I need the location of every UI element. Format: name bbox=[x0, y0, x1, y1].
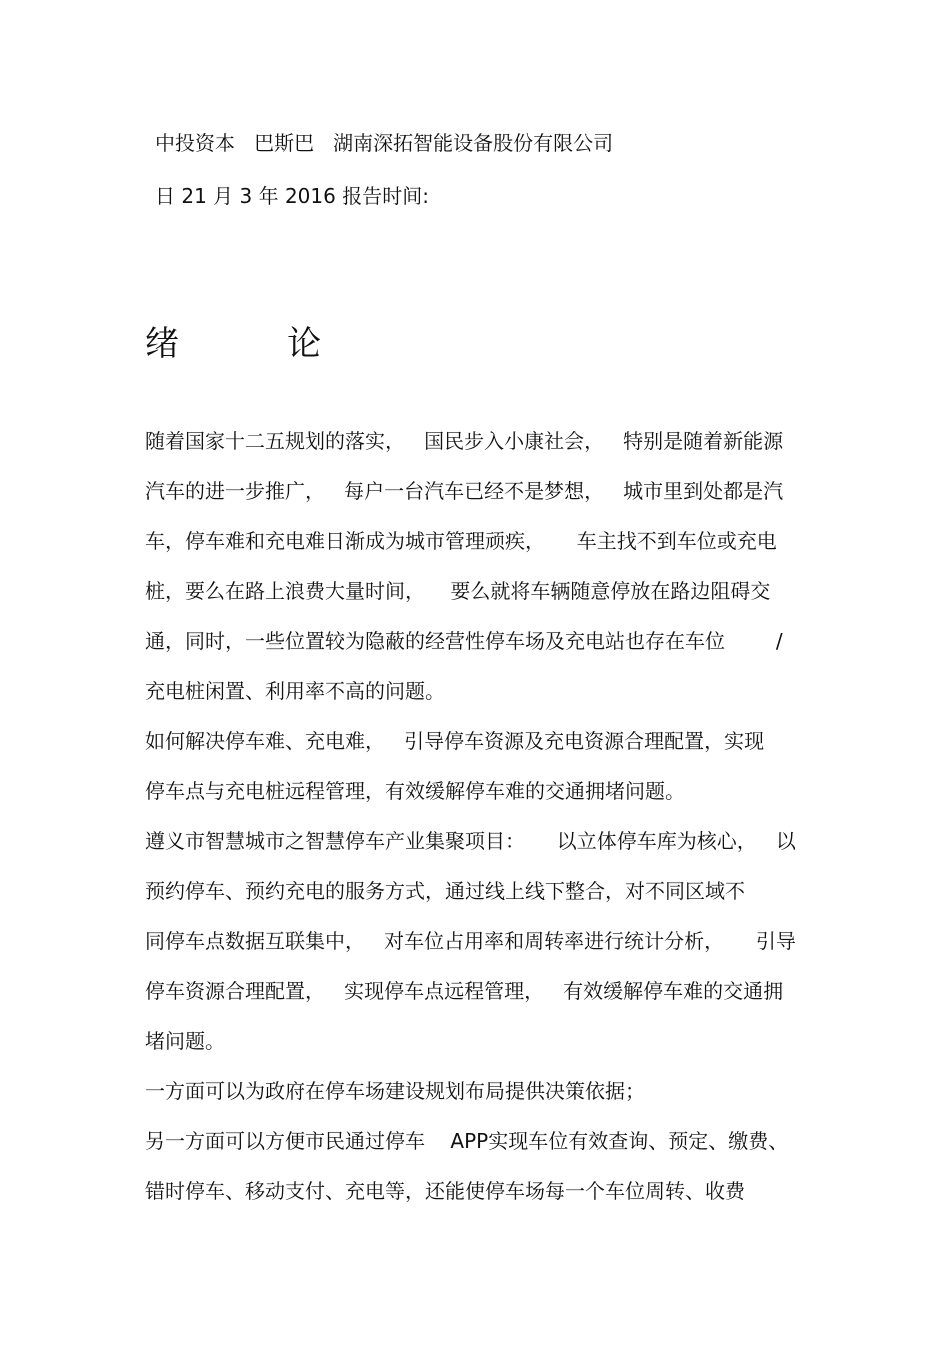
body-line: 同停车点数据互联集中， 对车位占用率和周转率进行统计分析， 引导 bbox=[145, 929, 796, 953]
body-line: 错时停车、移动支付、充电等，还能使停车场每一个车位周转、收费 bbox=[145, 1179, 745, 1203]
body-line: 如何解决停车难、充电难， 引导停车资源及充电资源合理配置，实现 bbox=[145, 729, 765, 753]
body-line: 停车点与充电桩远程管理，有效缓解停车难的交通拥堵问题。 bbox=[145, 779, 685, 803]
section-title: 绪 论 bbox=[145, 324, 322, 364]
body-line: 充电桩闲置、利用率不高的问题。 bbox=[145, 679, 445, 703]
body-line: 预约停车、预约充电的服务方式，通过线上线下整合，对不同区域不 bbox=[145, 879, 745, 903]
body-line: 另一方面可以方便市民通过停车 APP实现车位有效查询、预定、缴费、 bbox=[145, 1129, 789, 1153]
body-line: 桩，要么在路上浪费大量时间， 要么就将车辆随意停放在路边阻碍交 bbox=[145, 579, 771, 603]
body-line: 车，停车难和充电难日渐成为城市管理顽疾， 车主找不到车位或充电 bbox=[145, 529, 777, 553]
header-organizations: 中投资本 巴斯巴 湖南深拓智能设备股份有限公司 bbox=[155, 131, 614, 155]
body-line: 通，同时，一些位置较为隐蔽的经营性停车场及充电站也存在车位 / bbox=[145, 629, 783, 653]
header-report-date: 日 21 月 3 年 2016 报告时间: bbox=[155, 184, 429, 208]
body-line: 遵义市智慧城市之智慧停车产业集聚项目： 以立体停车库为核心， 以 bbox=[145, 829, 796, 853]
body-line: 随着国家十二五规划的落实， 国民步入小康社会， 特别是随着新能源 bbox=[145, 429, 784, 453]
body-line: 汽车的进一步推广， 每户一台汽车已经不是梦想， 城市里到处都是汽 bbox=[145, 479, 784, 503]
body-line: 堵问题。 bbox=[145, 1029, 225, 1053]
body-line: 一方面可以为政府在停车场建设规划布局提供决策依据； bbox=[145, 1079, 645, 1103]
body-line: 停车资源合理配置， 实现停车点远程管理， 有效缓解停车难的交通拥 bbox=[145, 979, 784, 1003]
